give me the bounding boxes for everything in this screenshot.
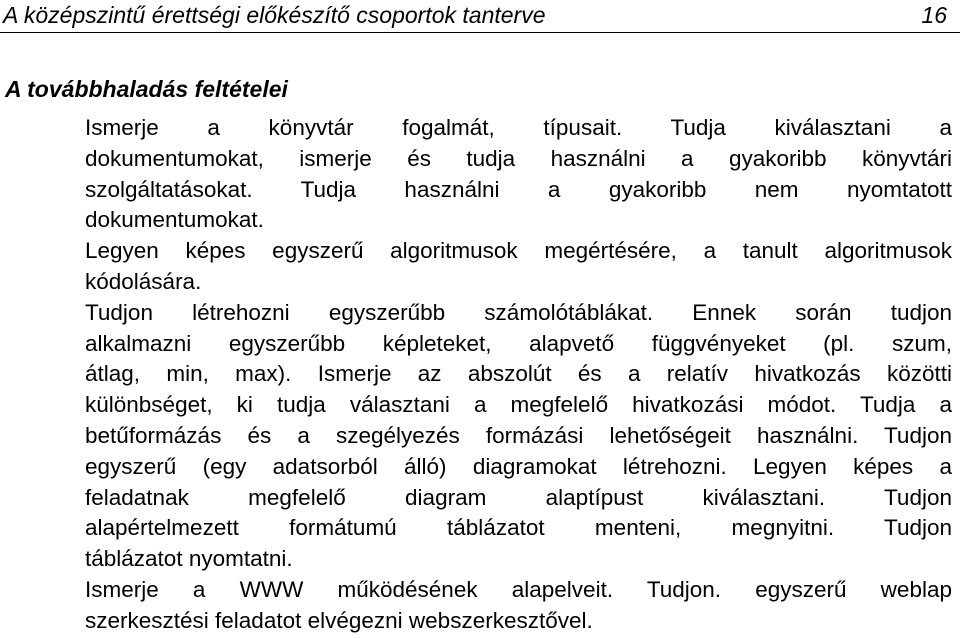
requirements-body (85, 113, 952, 637)
text-line: kódolására. (85, 268, 202, 294)
document-title: A középszintű érettségi előkészítő csoportok tanterve (3, 2, 546, 28)
text-line: dokumentumokat, ismerje és tudja használni a gyakoribb könyvtári (85, 145, 952, 171)
text-line: Ismerje a WWW működésének alapelveit. Tudjon. egyszerű weblap (85, 576, 952, 602)
paragraph-algorithms (85, 236, 952, 298)
section-heading: A továbbhaladás feltételei (5, 76, 288, 102)
text-line: feladatnak megfelelő diagram alaptípust kiválasztani. Tudjon (85, 484, 952, 510)
text-line: Tudjon létrehozni egyszerűbb számolótáblákat. Ennek során tudjon (85, 299, 952, 325)
page-number: 16 (921, 2, 947, 28)
page-header (0, 0, 960, 33)
text-line: alkalmazni egyszerűbb képleteket, alapvető függvényeket (pl. szum, (85, 330, 952, 356)
text-line: különbséget, ki tudja választani a megfelelő hivatkozási módot. Tudja a (85, 392, 952, 418)
paragraph-spreadsheets (85, 298, 952, 575)
paragraph-library (85, 113, 952, 236)
text-line: egyszerű (egy adatsorból álló) diagramokat létrehozni. Legyen képes a (85, 453, 952, 479)
paragraph-web (85, 575, 952, 637)
text-line: dokumentumokat. (85, 207, 264, 233)
text-line: táblázatot nyomtatni. (85, 546, 293, 572)
text-line: átlag, min, max). Ismerje az abszolút és a relatív hivatkozás közötti (85, 361, 952, 387)
text-line: szerkesztési feladatot elvégezni webszerkesztővel. (85, 607, 593, 633)
text-line: Legyen képes egyszerű algoritmusok megértésére, a tanult algoritmusok (85, 238, 952, 264)
text-line: betűformázás és a szegélyezés formázási lehetőségeit használni. Tudjon (85, 422, 952, 448)
text-line: szolgáltatásokat. Tudja használni a gyakoribb nem nyomtatott (85, 176, 952, 202)
text-line: Ismerje a könyvtár fogalmát, típusait. Tudja kiválasztani a (85, 115, 952, 140)
text-line: alapértelmezett formátumú táblázatot menteni, megnyitni. Tudjon (85, 515, 952, 541)
